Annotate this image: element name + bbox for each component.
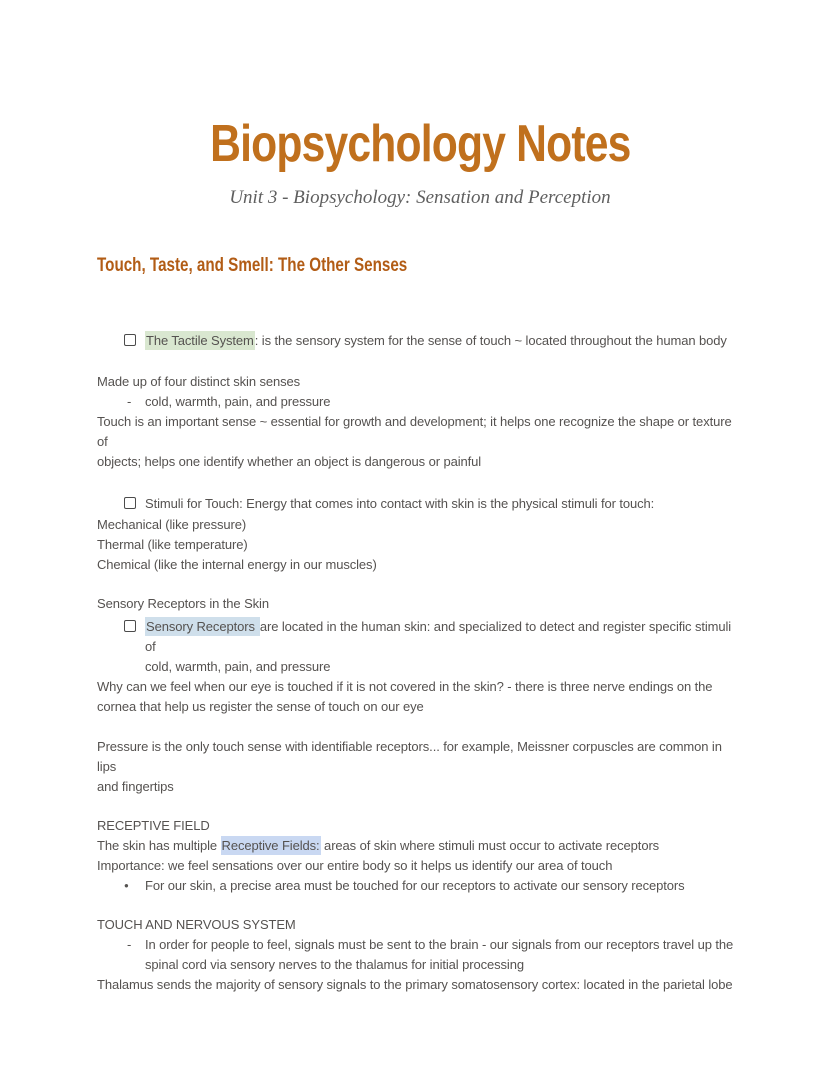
subheading-receptive-field: RECEPTIVE FIELD	[97, 818, 210, 833]
doc-title: Biopsychology Notes	[209, 115, 631, 173]
paragraph-touch-important: Touch is an important sense ~ essential for growth and development; it helps one recognize the shape or texture of objects; helps one identify whether an object is dangerous or painful	[97, 414, 732, 469]
dash-marker: -	[127, 394, 132, 409]
checklist-item-text: Sensory Receptors are located in the human skin: and specialized to detect and register specific stimuli of	[145, 619, 732, 654]
subheading-sensory-receptors: Sensory Receptors in the Skin	[97, 596, 269, 611]
checklist-item-tactile	[124, 331, 743, 352]
dash-item-skin-senses: - cold, warmth, pain, and pressure	[124, 392, 743, 412]
paragraph-thalamus: Thalamus sends the majority of sensory signals to the primary somatosensory cortex: located in the parietal lobe	[97, 977, 733, 992]
paragraph-thermal: Thermal (like temperature)	[97, 537, 248, 552]
paragraph-made-up: Made up of four distinct skin senses	[97, 374, 301, 389]
subheading-touch-nervous-system: TOUCH AND NERVOUS SYSTEM	[97, 917, 296, 932]
bullet-item-precise-area: ● For our skin, a precise area must be touched for our receptors to activate our sensory receptors	[124, 876, 743, 896]
paragraph-mechanical: Mechanical (like pressure)	[97, 517, 247, 532]
paragraph-chemical: Chemical (like the internal energy in our muscles)	[97, 557, 377, 572]
doc-subtitle: Unit 3 - Biopsychology: Sensation and Perception	[229, 187, 611, 208]
highlighted-term-tactile-system: The Tactile System	[146, 333, 254, 348]
checkbox-unchecked[interactable]	[124, 620, 136, 632]
paragraph-importance: Importance: we feel sensations over our entire body so it helps us identify our area of touch	[97, 858, 613, 873]
checklist-item-text: Stimuli for Touch: Energy that comes into contact with skin is the physical stimuli for touch:	[145, 496, 655, 511]
section-heading: Touch, Taste, and Smell: The Other Senses	[97, 255, 408, 276]
dash-marker: -	[127, 937, 132, 952]
paragraph-receptive-fields: The skin has multiple Receptive Fields: areas of skin where stimuli must occur to activate receptors	[97, 838, 660, 853]
paragraph-pressure: Pressure is the only touch sense with identifiable receptors... for example, Meissner corpuscles are common in lips and fingertips	[97, 739, 722, 794]
checkbox-unchecked[interactable]	[124, 497, 136, 509]
dash-item-signals: - In order for people to feel, signals must be sent to the brain - our signals from our receptors travel up the spinal cord via sensory nerves to the thalamus for initial processing	[124, 935, 743, 975]
checkbox-unchecked[interactable]	[124, 334, 136, 346]
paragraph-why-eye: Why can we feel when our eye is touched if it is not covered in the skin? - there is three nerve endings on the cornea that help us register the sense of touch on our eye	[97, 679, 713, 714]
highlighted-term-receptive-fields: Receptive Fields:	[221, 838, 320, 853]
checklist-item-stimuli	[124, 494, 743, 515]
bullet-marker: ●	[124, 881, 129, 890]
highlighted-term-sensory-receptors: Sensory Receptors	[145, 617, 260, 636]
checklist-item-text: The Tactile System: is the sensory system for the sense of touch ~ located throughout the human body	[146, 333, 727, 348]
checklist-item-sensory-receptors: Sensory Receptors are located in the human skin: and specialized to detect and register specific stimuli of cold, warmth, pain, and pressure	[124, 617, 743, 677]
